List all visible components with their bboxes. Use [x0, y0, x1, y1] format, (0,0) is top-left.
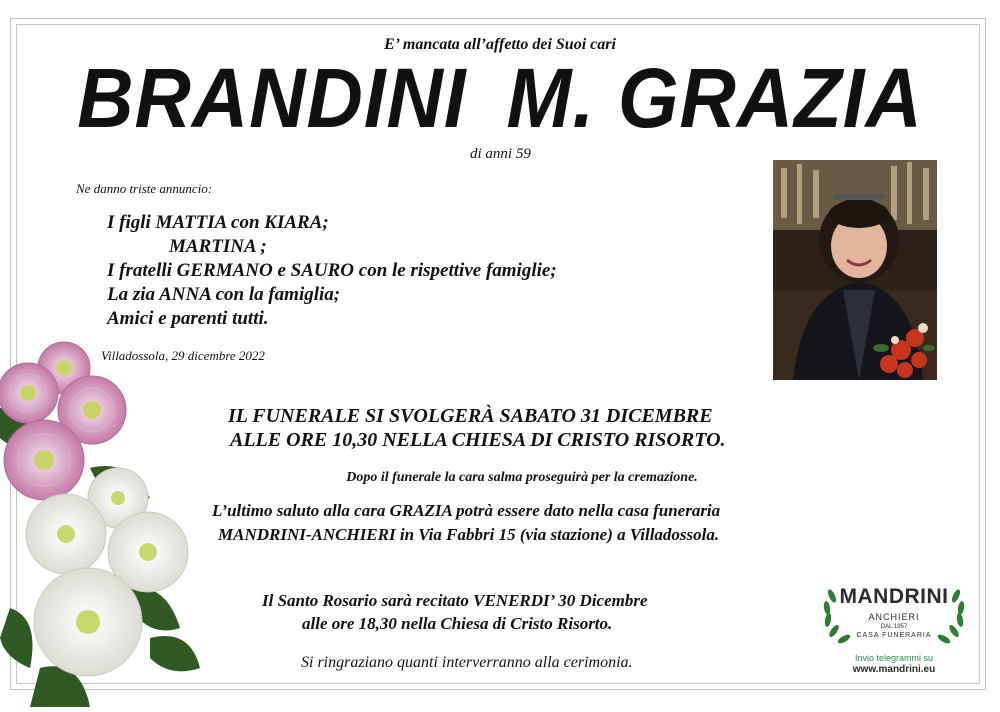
farewell-info — [212, 499, 720, 547]
logo-line-1: ANCHIERI — [868, 612, 920, 622]
rosary-line: Il Santo Rosario sarà recitato VENERDI’ 30 Dicembre — [262, 591, 648, 610]
chrysanthemum-bouquet — [0, 338, 205, 707]
funeral-line: ALLE ORE 10,30 NELLA CHIESA DI CRISTO RISORTO. — [230, 429, 726, 451]
rosary-info — [262, 589, 648, 635]
intro-line: E’ mancata all’affetto dei Suoi cari — [384, 36, 616, 53]
cremation-line: Dopo il funerale la cara salma proseguirà per la cremazione. — [346, 470, 698, 485]
funeral-line: IL FUNERALE SI SVOLGERÀ SABATO 31 DICEMBRE — [228, 405, 713, 427]
portrait-image — [773, 160, 937, 380]
family-line: Amici e parenti tutti. — [107, 308, 269, 329]
logo-line-2: DAL 1957 — [880, 624, 908, 630]
family-line: I fratelli GERMANO e SAURO con le rispettive famiglie; — [107, 260, 557, 281]
logo-brand: MANDRINI — [839, 585, 949, 608]
logo-web-url[interactable]: www.mandrini.eu — [852, 664, 936, 675]
place-date: Villadossola, 29 dicembre 2022 — [101, 348, 265, 363]
logo-line-3: CASA FUNERARIA — [856, 632, 932, 639]
logo-web-label: Invio telegrammi su — [854, 653, 934, 663]
portrait-photo — [773, 160, 937, 380]
announce-line: Ne danno triste annuncio: — [76, 181, 213, 196]
surname: BRANDINI — [77, 50, 467, 146]
funeral-home-logo — [818, 576, 970, 678]
farewell-line: L’ultimo saluto alla cara GRAZIA potrà essere dato nella casa funeraria — [212, 501, 721, 520]
family-list — [107, 211, 557, 331]
family-line: MARTINA ; — [169, 236, 267, 257]
age-line: di anni 59 — [470, 146, 531, 162]
flowers-decoration — [0, 338, 205, 707]
family-line: La zia ANNA con la famiglia; — [107, 284, 341, 305]
rosary-line: alle ore 18,30 nella Chiesa di Cristo Risorto. — [302, 614, 613, 633]
farewell-line: MANDRINI-ANCHIERI in Via Fabbri 15 (via stazione) a Villadossola. — [218, 525, 720, 544]
deceased-name — [0, 48, 1000, 147]
given-name: M. GRAZIA — [506, 50, 923, 146]
thanks-line: Si ringraziano quanti interverranno alla cerimonia. — [301, 654, 633, 671]
family-line: I figli MATTIA con KIARA; — [107, 212, 329, 233]
funeral-info — [228, 404, 726, 452]
